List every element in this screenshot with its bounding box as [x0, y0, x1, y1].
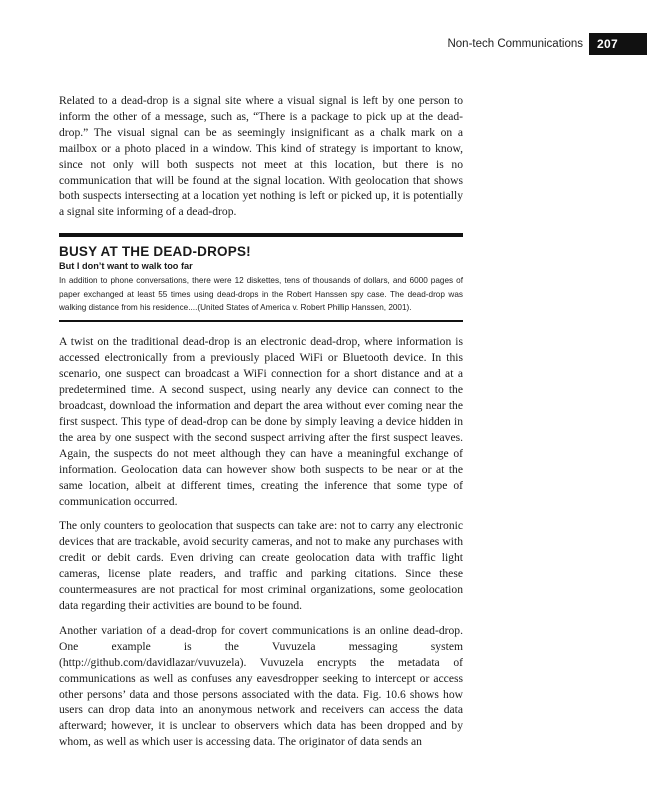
paragraph-signal-site: Related to a dead-drop is a signal site where a visual signal is left by one person to inform the other of a message, such as, “There is a package to pick up at the dead-drop.” The visual signal can be as seemingly insignificant as a chalk mark on a mailbox or a photo placed in a window. This kind of strategy is important to know, since not only will both suspects not meet at this location, but there is no communication that will be found at the signal location. With geolocation that shows both suspects intersecting at a location yet nothing is left or picked up, it is potentially a signal site informing of a dead-drop.: [59, 94, 463, 219]
running-title: Non-tech Communications: [447, 38, 583, 50]
page-number: 207: [589, 33, 647, 55]
box-subtitle: But I don’t want to walk too far: [59, 261, 193, 272]
paragraph-geolocation-counters: The only counters to geolocation that suspects can take are: not to carry any electronic devices that are trackable, avoid security cameras, and not to make any purchases with credit or debit cards. Even driving can create geolocation data with traffic light cameras, license plate readers, and traffic and parking citations. Since these countermeasures are not practical for most criminal organizations, some geolocation data regarding their activities are bound to be found.: [59, 519, 463, 612]
box-title: BUSY AT THE DEAD-DROPS!: [59, 244, 251, 260]
paragraph-online-dead-drop: Another variation of a dead-drop for covert communications is an online dead-drop. One example is the Vuvuzela messaging system (http://github.com/davidlazar/vuvuzela). Vuvuzela encrypts the metadata of communications as well as confuses any eavesdropper seeking to intercept or access other persons’ data and those persons associated with the data. Fig. 10.6 shows how users can drop data into an anonymous network and receivers can access the data afterward; however, it is unclear to observers which data has been dropped and by whom, as well as which user is accessing data. The originator of data sends an: [59, 623, 463, 749]
sidebar-box: [59, 233, 463, 322]
paragraph-electronic-dead-drop: A twist on the traditional dead-drop is an electronic dead-drop, where information is accessed electronically from a previously placed WiFi or Bluetooth device. In this scenario, one suspect can broadcast a WiFi connection for a short distance and at a predetermined time. A second suspect, using nearly any device can connect to the broadcast, download the information and depart the area without ever coming near the first suspect. This type of dead-drop can be done by simply leaving a device hidden in the area by one suspect with the second suspect arriving after the first suspect leaves. Again, the suspects do not meet although they can have a meaningful exchange of information. Geolocation data can however show both suspects to be near or at the same location, albeit at different times, creating the inference that some type of communication occurred.: [59, 335, 463, 508]
box-text: In addition to phone conversations, there were 12 diskettes, tens of thousands of dollars, and 6000 pages of paper exchanged at least 55 times using dead-drops in the Robert Hanssen spy case. The dead-drop was walking distance from his residence....(United States of America v. Robert Phillip Hanssen, 2001).: [59, 276, 463, 313]
running-header: [447, 33, 647, 55]
page-body: [59, 93, 463, 750]
